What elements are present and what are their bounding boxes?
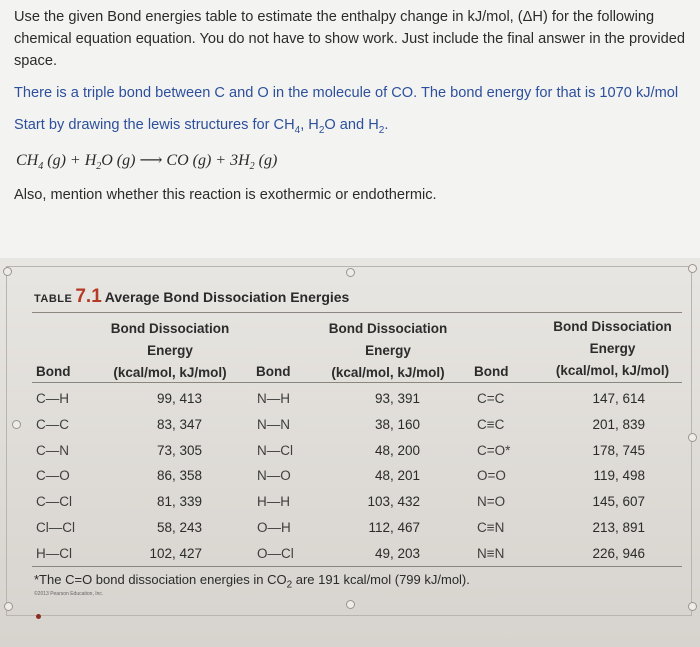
question-text [14, 6, 690, 214]
bond-cell: O—H [257, 519, 291, 535]
header-line: Energy [589, 341, 636, 356]
binder-ring-icon [688, 264, 697, 273]
binder-ring-icon [688, 433, 697, 442]
energy-cell: 112, 467 [368, 519, 420, 535]
co-triple-bond-hint: There is a triple bond between C and O in the molecule of CO. The bond energy for that is 1070 kJ/mol [14, 85, 679, 101]
energy-cell: 38, 160 [374, 416, 420, 432]
energy-cell: 226, 946 [592, 545, 645, 561]
header-line: Bond Dissociation [553, 319, 672, 334]
lewis-instruction [14, 114, 690, 142]
copyright-notice: ©2013 Pearson Education, Inc. [34, 591, 104, 597]
col1-values [140, 386, 202, 567]
table-label-prefix: TABLE [34, 293, 73, 305]
lewis-text-2: , H [300, 117, 319, 133]
col1-bond-header: Bond [36, 364, 71, 379]
footnote-bond: = [74, 572, 83, 587]
bond-cell: O—Cl [257, 545, 294, 561]
col3-energy-header [540, 316, 685, 382]
col3-bond-header: Bond [474, 364, 509, 379]
lewis-text: Start by drawing the lewis structures for CH [14, 117, 295, 133]
bond-cell: C—O [36, 468, 70, 484]
question-intro: Use the given Bond energies table to estimate the enthalpy change in kJ/mol, (ΔH) for the following chemical equation equation. You do not have to show work. Just include the final answer in the provided space. [14, 9, 685, 69]
divider [32, 382, 682, 383]
bond-cell: N=O [477, 494, 506, 510]
divider [32, 312, 682, 313]
energy-cell: 83, 347 [156, 416, 202, 432]
energy-cell: 49, 203 [374, 545, 420, 561]
bond-cell: C≡N [477, 519, 505, 535]
eq-mid: (g) + H [43, 151, 97, 169]
closing-question: Also, mention whether this reaction is exothermic or endothermic. [14, 187, 437, 204]
energy-cell: 58, 243 [156, 519, 202, 535]
bond-cell: N—N [257, 416, 290, 432]
header-line: (kcal/mol, kJ/mol) [113, 365, 227, 380]
col2-values [352, 386, 420, 567]
bond-cell: O=O [477, 468, 506, 484]
col1-energy-header [100, 318, 240, 384]
bond-cell: C—Cl [36, 494, 72, 510]
header-line: (kcal/mol, kJ/mol) [555, 363, 670, 378]
header-line: Bond Dissociation [328, 321, 448, 336]
chemical-equation [16, 150, 690, 178]
col3-values [577, 386, 645, 567]
eq-sub-2c: 2 [249, 161, 255, 173]
red-dot-icon [36, 614, 41, 619]
binder-ring-icon [346, 268, 355, 277]
bond-cell: H—Cl [36, 545, 72, 561]
bond-cell: H—H [257, 494, 290, 510]
energy-cell: 119, 498 [593, 468, 645, 484]
lewis-text-4: . [384, 117, 389, 133]
binder-ring-icon [4, 602, 13, 611]
reaction-arrow: ⟶ [135, 151, 167, 169]
col2-energy-header [318, 318, 458, 384]
eq-sub-4: 4 [38, 161, 44, 173]
sub-2: 2 [318, 124, 325, 136]
eq-sub-2: 2 [96, 161, 102, 173]
col3-bonds [477, 386, 510, 567]
energy-cell: 81, 339 [156, 494, 202, 510]
energy-cell: 48, 200 [374, 442, 420, 458]
energy-cell: 103, 432 [367, 494, 420, 510]
eq-products: CO (g) + 3H [166, 151, 250, 169]
bond-cell: N—Cl [257, 442, 293, 458]
table-caption: Average Bond Dissociation Energies [104, 289, 350, 305]
bond-cell: C—H [36, 391, 69, 406]
eq-ch: CH [16, 151, 39, 169]
footnote-text: are 191 kcal/mol (799 kJ/mol). [292, 572, 470, 587]
eq-h2o: O (g) [101, 151, 136, 169]
header-line: (kcal/mol, kJ/mol) [331, 365, 445, 380]
eq-gas: (g) [254, 151, 278, 169]
table-title [34, 286, 349, 308]
divider [32, 566, 682, 567]
table-footnote [34, 572, 470, 591]
energy-cell: 201, 839 [592, 416, 645, 432]
bond-cell: N—O [257, 468, 291, 484]
footnote-sub: 2 [286, 579, 293, 591]
energy-cell: 213, 891 [592, 519, 645, 535]
sub-2b: 2 [378, 124, 385, 136]
energy-cell: 99, 413 [156, 391, 202, 406]
binder-ring-icon [346, 600, 355, 609]
bond-cell: N—H [257, 391, 290, 406]
binder-ring-icon [688, 602, 697, 611]
col2-bond-header: Bond [256, 364, 291, 379]
energy-cell: 178, 745 [592, 442, 645, 458]
bond-energy-table-photo [0, 258, 700, 647]
header-line: Energy [147, 343, 193, 358]
sub-4: 4 [294, 124, 301, 136]
energy-cell: 86, 358 [156, 468, 202, 484]
bond-cell: C=O* [477, 442, 511, 458]
energy-cell: 93, 391 [374, 391, 420, 406]
bond-cell: Cl—Cl [36, 519, 75, 535]
bond-cell: C—N [36, 442, 69, 458]
col2-bonds [257, 386, 294, 567]
binder-ring-icon [3, 267, 12, 276]
header-line: Bond Dissociation [110, 321, 230, 336]
bond-cell: C—C [36, 416, 69, 432]
col1-bonds [36, 386, 75, 567]
lewis-text-3: O and H [324, 117, 379, 133]
table-number: 7.1 [75, 286, 102, 307]
energy-cell: 147, 614 [592, 391, 645, 406]
bond-cell: C≡C [477, 416, 505, 432]
footnote-text: *The C [34, 572, 75, 587]
energy-cell: 73, 305 [156, 442, 202, 458]
bond-cell: C=C [477, 391, 505, 406]
energy-cell: 102, 427 [149, 545, 202, 561]
binder-ring-icon [12, 420, 21, 429]
energy-cell: 145, 607 [592, 494, 645, 510]
energy-cell: 48, 201 [374, 468, 420, 484]
header-line: Energy [365, 343, 411, 358]
bond-cell: N≡N [477, 545, 505, 561]
footnote-text: O bond dissociation energies in CO [82, 572, 287, 587]
